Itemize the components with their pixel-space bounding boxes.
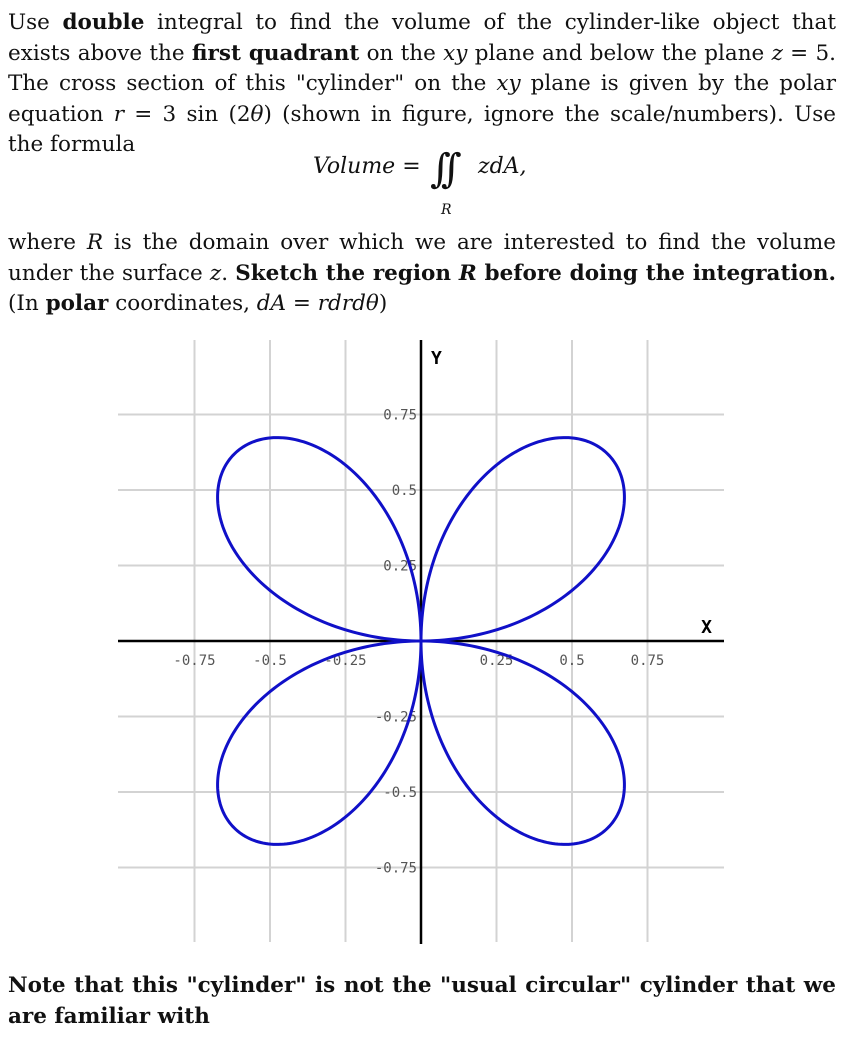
x-tick-label: -0.25: [324, 653, 367, 669]
math-var: r: [113, 101, 124, 127]
y-axis-label: Y: [431, 348, 442, 369]
math-var: z: [771, 40, 783, 66]
text: (In: [8, 291, 46, 316]
math-var: z: [209, 260, 222, 286]
math-var: θ: [250, 101, 264, 127]
math-var: dA: [256, 291, 287, 316]
x-axis-label: X: [701, 617, 712, 638]
text: on the: [359, 40, 444, 66]
formula-lhs: Volume =: [313, 154, 421, 179]
polar-rose-plot: [118, 336, 724, 946]
y-tick-label: 0.5: [391, 483, 417, 499]
bold-text: double: [62, 10, 145, 35]
text: = 5. The cross section of this "cylinder" on the: [8, 40, 836, 96]
text: integral to find the volume of the cylinder-like object that exists above the: [8, 10, 836, 66]
problem-statement: [8, 8, 836, 161]
note: Note that this "cylinder" is not the "usual circular" cylinder that we are familiar with: [8, 973, 836, 1029]
y-tick-label: -0.25: [374, 709, 417, 726]
bold-text: polar: [45, 291, 109, 316]
text: =: [286, 291, 318, 316]
instructions: [8, 228, 836, 320]
math-var: xy: [496, 71, 521, 96]
text: Use: [8, 10, 63, 35]
math-var: rdrdθ: [317, 291, 379, 316]
formula-integrand: zdA,: [478, 154, 527, 179]
volume-formula: [0, 148, 865, 228]
text: ) (shown in figure, ignore the scale/numbers). Use the formula: [8, 101, 836, 157]
text: is the domain over which we are interested to find the volume under the surface: [8, 230, 836, 286]
text: ): [378, 291, 388, 316]
y-tick-label: 0.75: [383, 407, 417, 424]
text: plane and below the plane: [467, 40, 772, 66]
x-tick-label: -0.75: [173, 653, 216, 669]
text: coordinates,: [108, 291, 257, 316]
double-integral-sign: ∫∫: [430, 146, 452, 192]
math-var: xy: [443, 40, 468, 66]
bold-text: first quadrant: [191, 40, 360, 66]
y-tick-label: -0.75: [374, 860, 417, 877]
bold-text: Sketch the region: [235, 260, 459, 286]
bold-text: before doing the integration.: [476, 260, 837, 286]
text: = 3 sin (2: [124, 101, 251, 127]
y-tick-label: 0.25: [383, 558, 417, 575]
x-tick-label: 0.75: [630, 653, 665, 669]
math-var: R: [86, 230, 104, 255]
text: where: [8, 230, 87, 255]
math-var: R: [458, 260, 477, 286]
x-tick-label: 0.5: [559, 653, 585, 669]
y-tick-label: -0.5: [383, 785, 417, 801]
x-tick-label: 0.25: [479, 653, 514, 669]
x-tick-label: -0.5: [253, 653, 287, 669]
formula-region-subscript: R: [441, 202, 452, 218]
text: .: [221, 260, 236, 286]
text: plane is given by the polar equation: [8, 71, 836, 127]
